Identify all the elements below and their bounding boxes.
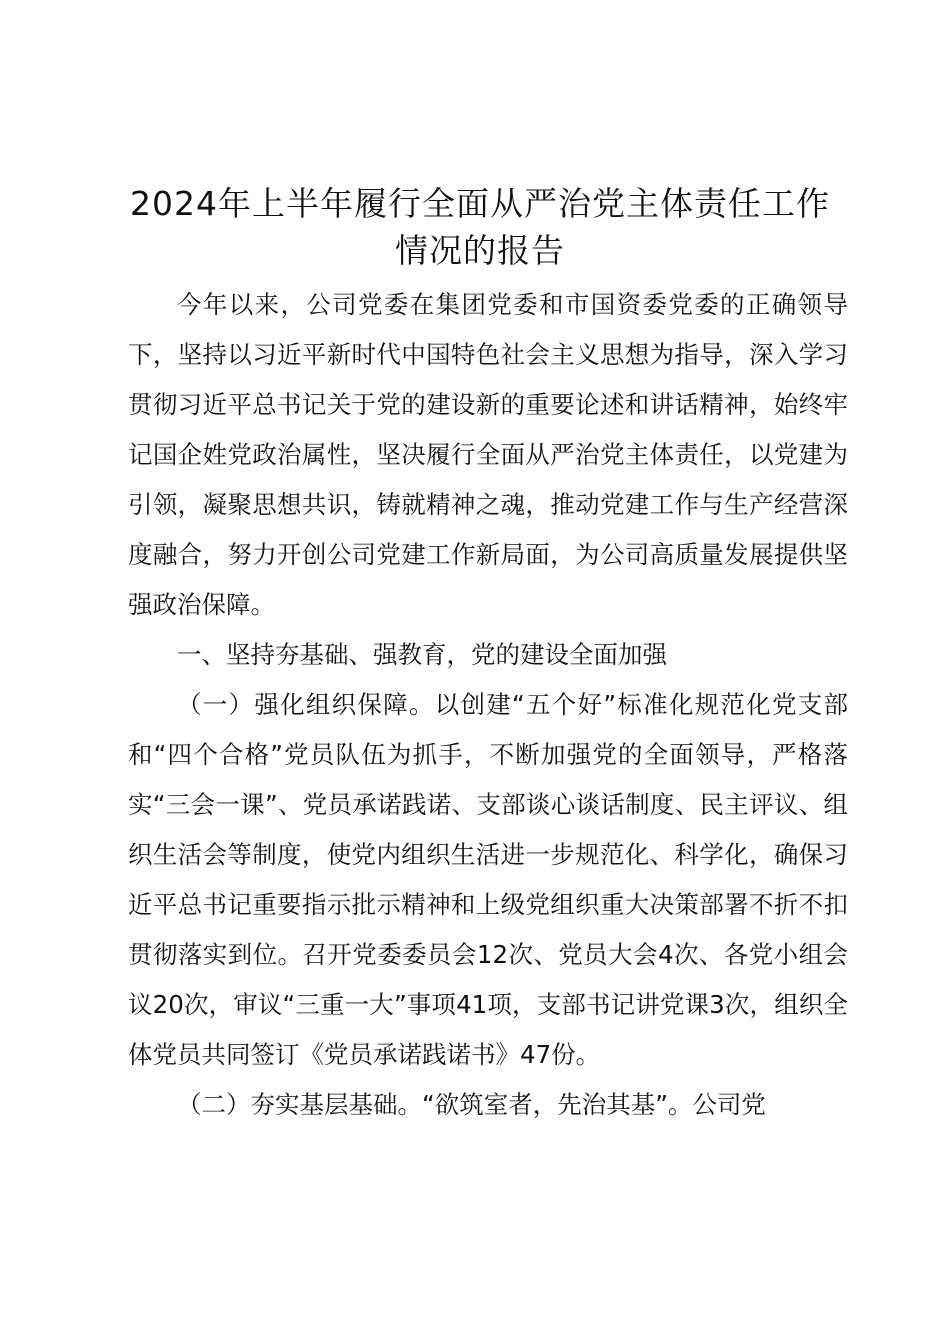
document-body (128, 280, 848, 1130)
paragraph-1: （一）强化组织保障。以创建“五个好”标准化规范化党支部和“四个合格”党员队伍为抓手，不断加强党的全面领导，严格落实“三会一课”、党员承诺践诺、支部谈心谈话制度、民主评议、组织生活会等制度，使党内组织生活进一步规范化、科学化，确保习近平总书记重要指示批示精神和上级党组织重大决策部署不折不扣贯彻落实到位。召开党委委员会12次、党员大会4次、各党小组会议20次，审议“三重一大”事项41项，支部书记讲党课3次，组织全体党员共同签订《党员承诺践诺书》47份。 (128, 690, 848, 1069)
section-heading-1: 一、坚持夯基础、强教育，党的建设全面加强 (177, 640, 667, 669)
document-title: 2024年上半年履行全面从严治党主体责任工作情况的报告 (130, 184, 830, 270)
intro-paragraph: 今年以来，公司党委在集团党委和市国资委党委的正确领导下，坚持以习近平新时代中国特色社会主义思想为指导，深入学习贯彻习近平总书记关于党的建设新的重要论述和讲话精神，始终牢记国企姓党政治属性，坚决履行全面从严治党主体责任，以党建为引领，凝聚思想共识，铸就精神之魂，推动党建工作与生产经营深度融合，努力开创公司党建工作新局面，为公司高质量发展提供坚强政治保障。 (128, 290, 848, 619)
paragraph-2: （二）夯实基层基础。“欲筑室者，先治其基”。公司党 (177, 1090, 766, 1119)
